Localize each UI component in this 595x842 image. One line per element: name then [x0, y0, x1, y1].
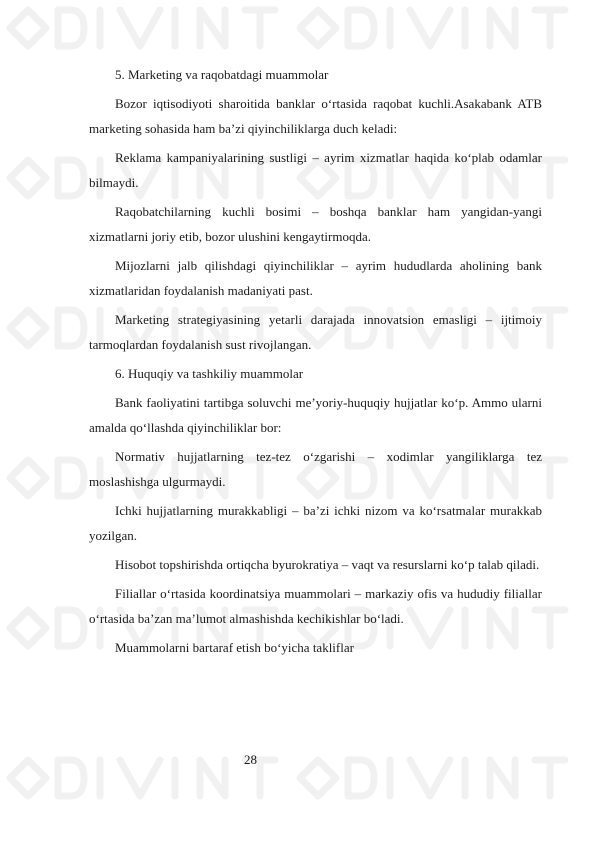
document-body [89, 62, 542, 664]
section-heading-proposals: Muammolarni bartaraf etish bo‘yicha takliflar [115, 640, 354, 655]
paragraph-normative-docs: Normativ hujjatlarning tez-tez o‘zgarishi – xodimlar yangiliklarga tez moslashishga ulgurmaydi. [89, 449, 542, 489]
paragraph-client-attraction: Mijozlarni jalb qilishdagi qiyinchiliklar – ayrim hududlarda aholining bank xizmatlaridan foydalanish madaniyati past. [89, 258, 542, 298]
paragraph-advertising: Reklama kampaniyalarining sustligi – ayrim xizmatlar haqida ko‘plab odamlar bilmaydi. [89, 150, 542, 190]
paragraph-internal-docs: Ichki hujjatlarning murakkabligi – ba’zi ichki nizom va ko‘rsatmalar murakkab yozilgan. [89, 503, 542, 543]
section-heading-legal: 6. Huquqiy va tashkiliy muammolar [115, 366, 304, 381]
page-number: 28 [244, 752, 257, 767]
paragraph-marketing-intro: Bozor iqtisodiyoti sharoitida banklar o‘rtasida raqobat kuchli.Asakabank ATB marketing sohasida ham ba’zi qiyinchiliklarga duch keladi: [89, 96, 542, 136]
paragraph-coordination: Filiallar o‘rtasida koordinatsiya muammolari – markaziy ofis va hududiy filiallar o‘rtasida ba’zan ma’lumot almashishda kechikishlar bo‘ladi. [89, 586, 542, 626]
paragraph-legal-intro: Bank faoliyatini tartibga soluvchi me’yoriy-huquqiy hujjatlar ko‘p. Ammo ularni amalda qo‘llashda qiyinchiliklar bor: [89, 395, 542, 435]
paragraph-reporting: Hisobot topshirishda ortiqcha byurokratiya – vaqt va resurslarni ko‘p talab qiladi. [115, 557, 540, 572]
section-heading-marketing: 5. Marketing va raqobatdagi muammolar [115, 67, 329, 82]
paragraph-marketing-strategy: Marketing strategiyasining yetarli darajada innovatsion emasligi – ijtimoiy tarmoqlardan foydalanish sust rivojlangan. [89, 312, 542, 352]
paragraph-competitors: Raqobatchilarning kuchli bosimi – boshqa banklar ham yangidan-yangi xizmatlarni joriy etib, bozor ulushini kengaytirmoqda. [89, 204, 542, 244]
